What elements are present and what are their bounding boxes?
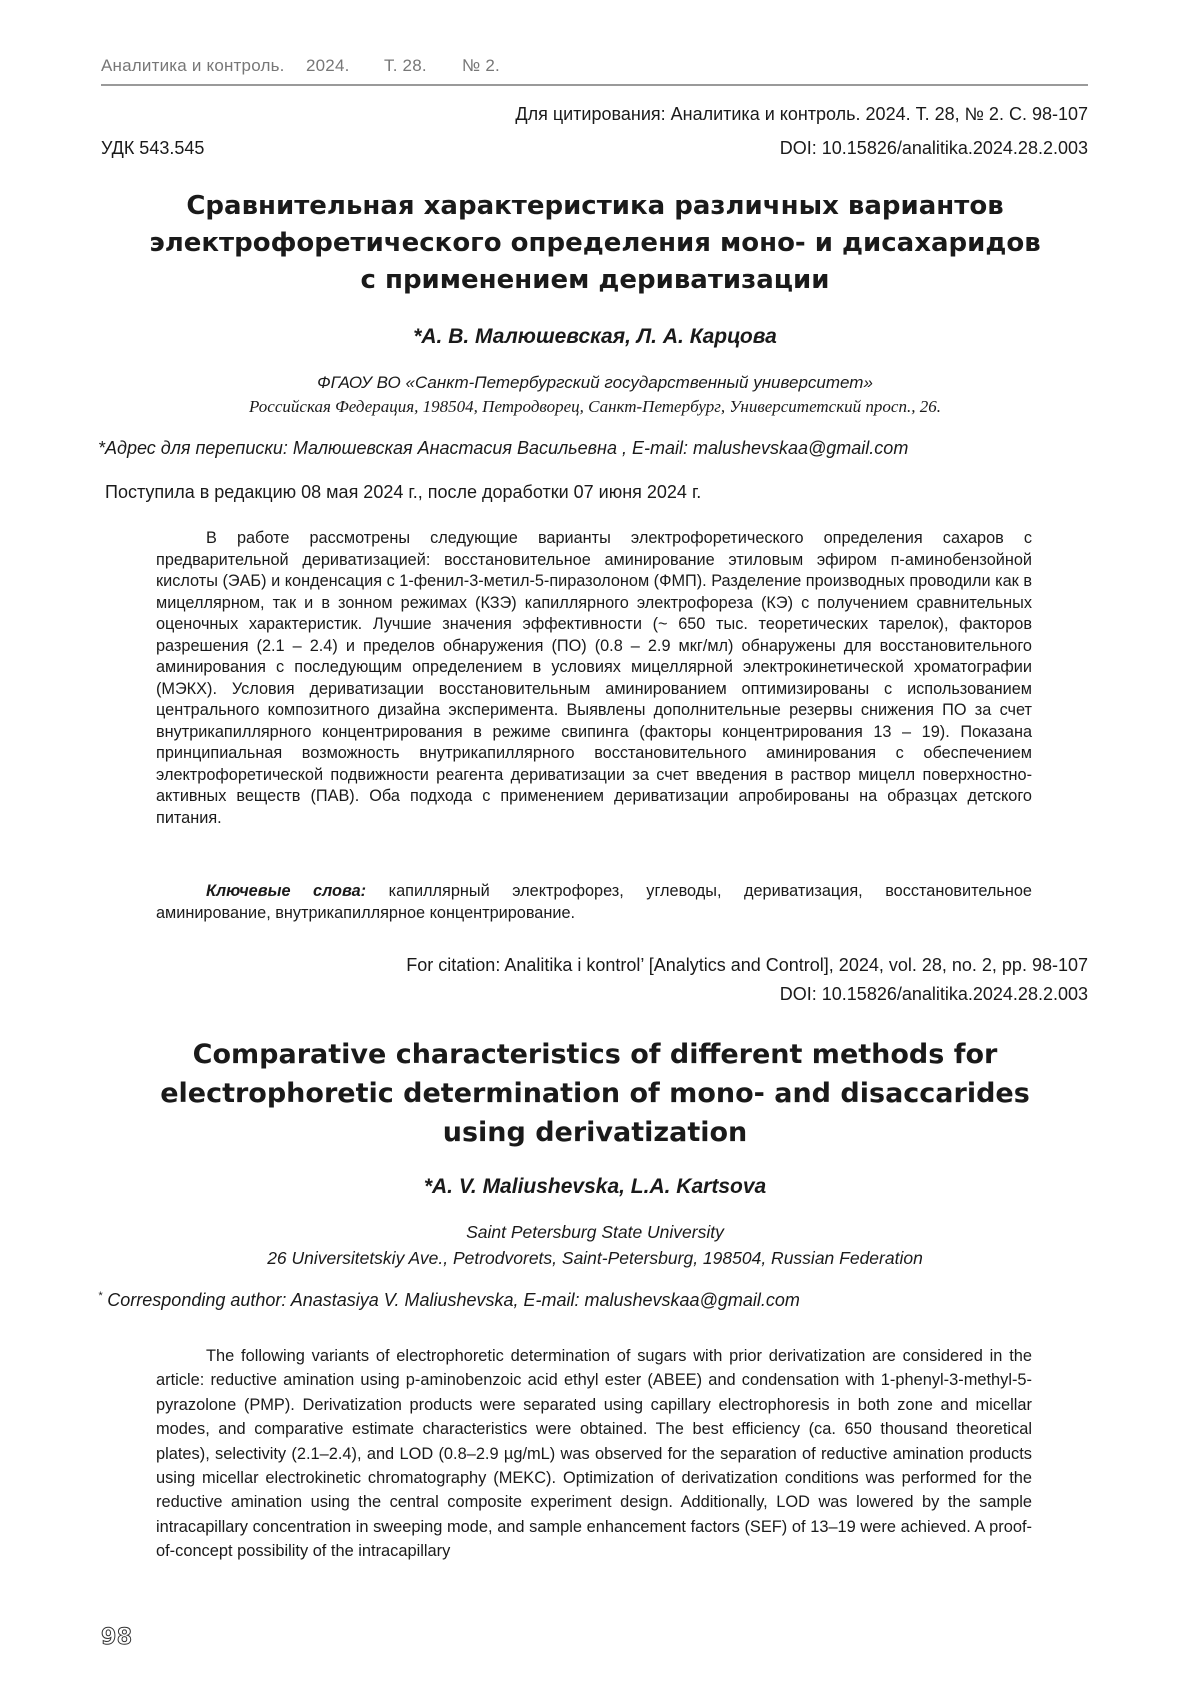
correspondence-mark: *: [98, 1290, 103, 1302]
doi-ru: DOI: 10.15826/analitika.2024.28.2.003: [779, 138, 1088, 158]
abstract-en: [156, 1344, 1032, 1564]
keywords-ru: [156, 881, 1032, 924]
running-header: [101, 56, 1101, 76]
udc-code: УДК 543.545: [101, 138, 205, 158]
doi-en: DOI: 10.15826/analitika.2024.28.2.003: [779, 984, 1088, 1004]
address-ru: Российская Федерация, 198504, Петродворец, Санкт-Петербург, Университетский просп., 26.: [249, 397, 941, 416]
correspondence-en-text: Corresponding author: Anastasiya V. Maliushevska, E-mail: malushevskaa@gmail.com: [102, 1290, 800, 1310]
keywords-label-ru: Ключевые слова:: [206, 882, 367, 900]
title-ru-line: электрофоретического определения моно- и дисахаридов: [149, 228, 1041, 258]
authors-ru: *А. В. Малюшевская, Л. А. Карцова: [413, 325, 777, 348]
abstract-ru: [156, 528, 1032, 829]
correspondence-en: [98, 1290, 1098, 1311]
header-issue: № 2.: [462, 56, 500, 75]
title-en-line: using derivatization: [442, 1117, 748, 1148]
received-date-ru: Поступила в редакцию 08 мая 2024 г., после доработки 07 июня 2024 г.: [105, 482, 702, 502]
title-en-line: electrophoretic determination of mono- and disaccarides: [160, 1078, 1030, 1109]
article-title-ru: [120, 188, 1070, 299]
abstract-ru-text: В работе рассмотрены следующие варианты электрофоретического определения сахаров с предварительной дериватизацией: восстановительное аминирование этиловым эфиром п-аминобензойной кислоты (ЭАБ) и конденсация с 1-фенил-3-метил-5-пиразолоном (ФМП). Разделение производных проводили как в мицеллярном, так и в зонном режимах (КЗЭ) капиллярного электрофореза (КЭ) с получением сравнительных оценочных характеристик. Лучшие значения эффективности (~ 650 тыс. теоретических тарелок), факторов разрешения (2.1 – 2.4) и пределов обнаружения (ПО) (0.8 – 2.9 мкг/мл) обнаружены для восстановительного аминирования с последующим определением в условиях мицеллярной электрокинетической хроматографии (МЭКХ). Условия дериватизации восстановительным аминированием оптимизированы с использованием центрального композитного дизайна эксперимента. Выявлены дополнительные резервы снижения ПО за счет внутрикапиллярного концентрирования в режиме свипинга (факторы концентрирования 13 – 19). Показана принципиальная возможность внутрикапиллярного восстановительного аминирования с обеспечением электрофоретической подвижности реагента дериватизации за счет введения в раствор мицелл поверхностно-активных веществ (ПАВ). Оба подхода с применением дериватизации апробированы на образцах детского питания.: [156, 529, 1032, 827]
keywords-text-ru: капиллярный электрофорез, углеводы, дериватизация, восстановительное аминирование, внутрикапиллярное концентрирование.: [156, 882, 1032, 922]
abstract-en-text: The following variants of electrophoretic determination of sugars with prior derivatization are considered in the article: reductive amination using p-aminobenzoic acid ethyl ester (ABEE) and condensation with 1-phenyl-3-methyl-5-pyrazolone (PMP). Derivatization products were separated using capillary electrophoresis in both zone and micellar modes, and comparative estimate characteristics were obtained. The best efficiency (ca. 650 thousand theoretical plates), selectivity (2.1–2.4), and LOD (0.8–2.9 µg/mL) was observed for the separation of reductive amination products using micellar electrokinetic chromatography (MEKC). Optimization of derivatization conditions was performed for the reductive amination using the central composite experiment design. Additionally, LOD was lowered by the sample intracapillary concentration in sweeping mode, and sample enhancement factors (SEF) of 13–19 were achieved. A proof-of-concept possibility of the intracapillary: [156, 1347, 1032, 1561]
authors-en: *A. V. Maliushevska, L.A. Kartsova: [423, 1175, 767, 1198]
citation-ru: Для цитирования: Аналитика и контроль. 2024. Т. 28, № 2. С. 98-107: [515, 104, 1088, 124]
header-volume: Т. 28.: [384, 56, 427, 75]
correspondence-ru: *Адрес для переписки: Малюшевская Анастасия Васильевна , E-mail: malushevskaa@gmail.com: [98, 438, 909, 458]
affiliation-en: Saint Petersburg State University: [466, 1222, 724, 1242]
header-rule: [101, 84, 1088, 86]
address-en: 26 Universitetskiy Ave., Petrodvorets, Saint-Petersburg, 198504, Russian Federation: [267, 1248, 923, 1268]
page-number: 98: [101, 1625, 133, 1650]
article-title-en: [120, 1035, 1070, 1152]
affiliation-ru: ФГАОУ ВО «Санкт-Петербургский государственный университет»: [317, 373, 873, 392]
title-ru-line: с применением дериватизации: [360, 265, 830, 295]
citation-en: For citation: Analitika i kontrol’ [Analytics and Control], 2024, vol. 28, no. 2, pp. 98-107: [406, 955, 1088, 975]
title-ru-line: Сравнительная характеристика различных вариантов: [186, 191, 1004, 221]
title-en-line: Comparative characteristics of different methods for: [192, 1039, 998, 1070]
header-year: 2024.: [306, 56, 350, 75]
header-journal: Аналитика и контроль.: [101, 56, 285, 75]
